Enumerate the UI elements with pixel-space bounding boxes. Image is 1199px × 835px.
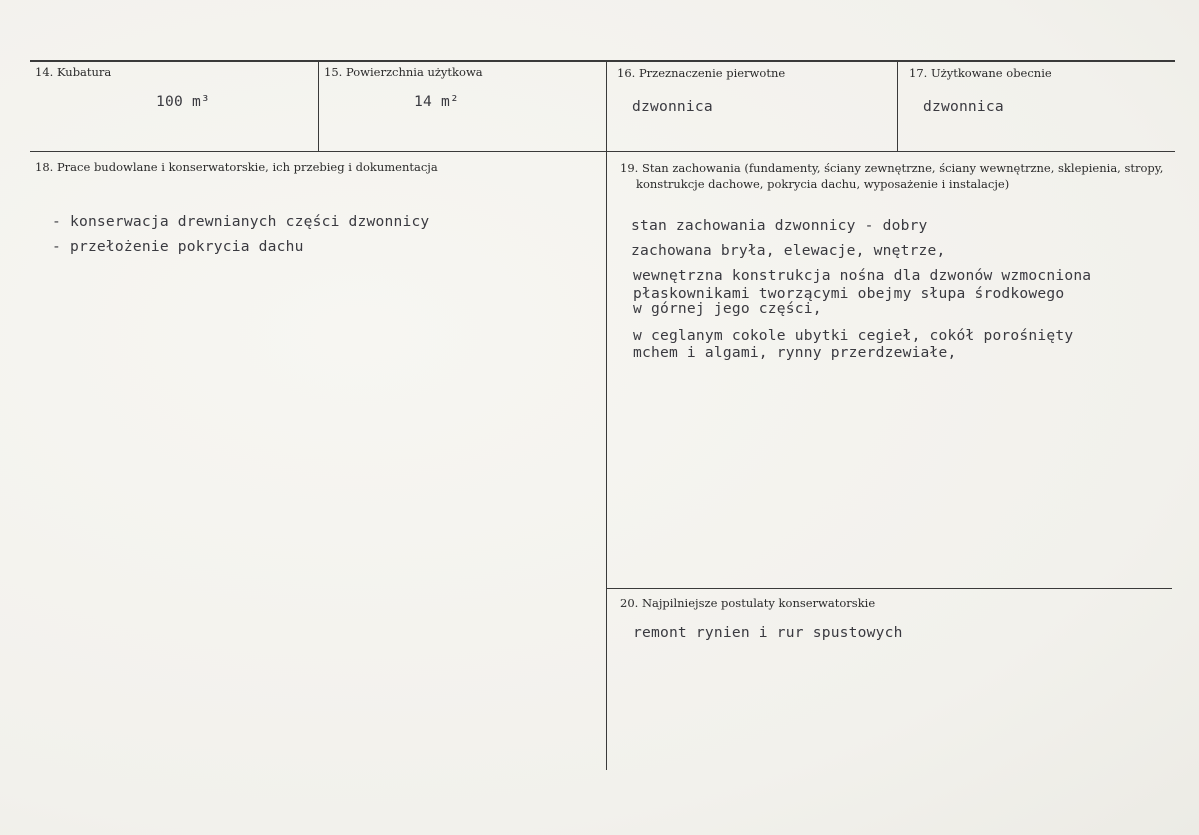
field-19-label-line2: konstrukcje dachowe, pokrycia dachu, wyposażenie i instalacje) [636,177,1010,191]
field-16-label: 16. Przeznaczenie pierwotne [617,66,786,80]
field-15-label: 15. Powierzchnia użytkowa [324,65,483,79]
field-19-line: zachowana bryła, elewacje, wnętrze, [631,242,946,259]
field-18-item: - konserwacja drewnianych części dzwonnicy [52,213,430,230]
field-19-line: wewnętrzna konstrukcja nośna dla dzwonów wzmocniona [633,267,1092,284]
rule-v-16-17 [897,60,898,152]
field-19-label-line1: 19. Stan zachowania (fundamenty, ściany zewnętrzne, ściany wewnętrzne, sklepienia, stropy, [620,161,1164,175]
field-19-line: stan zachowania dzwonnicy - dobry [631,217,928,234]
field-19-line: w ceglanym cokole ubytki cegieł, cokół porośnięty [633,327,1074,344]
field-18-item: - przełożenie pokrycia dachu [52,238,304,255]
rule-v-center [606,60,607,770]
field-19-line: płaskownikami tworzącymi obejmy słupa środkowego [633,285,1065,302]
field-19-line: w górnej jego części, [633,300,822,317]
rule-19-20 [607,588,1172,589]
field-18-label: 18. Prace budowlane i konserwatorskie, ich przebieg i dokumentacja [35,160,438,174]
field-14-label: 14. Kubatura [35,65,112,79]
field-19-line: mchem i algami, rynny przerdzewiałe, [633,344,957,361]
field-20-label: 20. Najpilniejsze postulaty konserwatorskie [620,596,876,610]
field-20-value: remont rynien i rur spustowych [633,624,903,641]
rule-v-14-15 [318,60,319,152]
rule-row1-bottom-right [607,151,1175,152]
field-16-value: dzwonnica [632,98,713,115]
field-15-value: 14 m² [414,93,459,110]
field-17-label: 17. Użytkowane obecnie [909,66,1052,80]
rule-top-right [607,60,1175,62]
field-17-value: dzwonnica [923,98,1004,115]
field-14-value: 100 m³ [156,93,210,110]
